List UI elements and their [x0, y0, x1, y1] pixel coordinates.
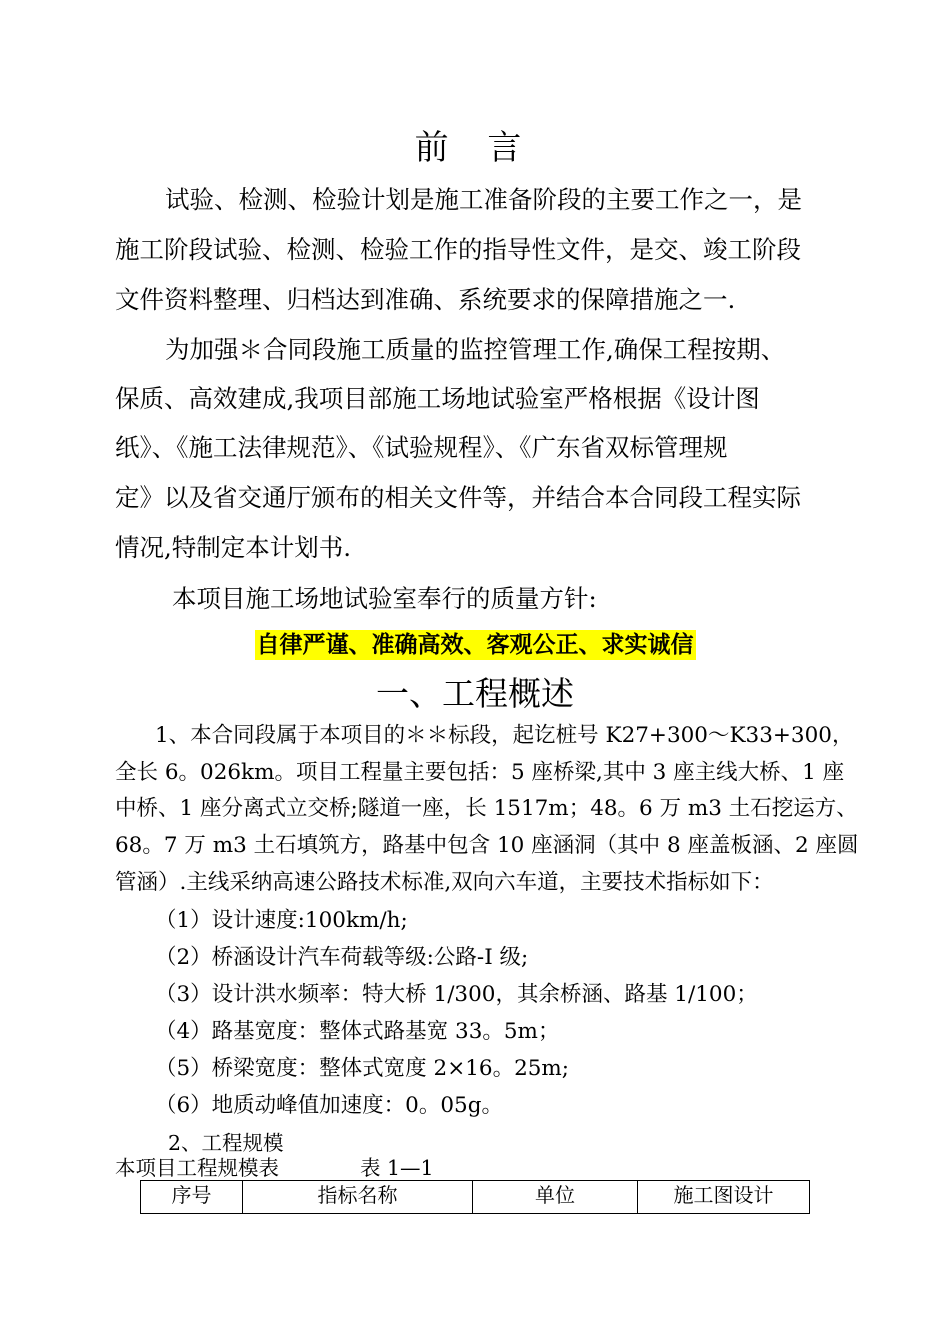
spec-item: （3）设计洪水频率：特大桥 1/300，其余桥涵、路基 1/100；: [155, 982, 758, 1007]
overview-line: 管涵）.主线采纳高速公路技术标准,双向六车道，主要技术指标如下：: [115, 870, 774, 895]
spec-item: （4）路基宽度：整体式路基宽 33。5m；: [155, 1019, 560, 1044]
overview-line: 全长 6。026km。项目工程量主要包括：5 座桥梁,其中 3 座主线大桥、1 座: [115, 760, 845, 785]
table-header-cell: 序号: [141, 1181, 243, 1214]
preface-line: 情况,特制定本计划书.: [115, 533, 352, 562]
preface-line: 施工阶段试验、检测、检验工作的指导性文件，是交、竣工阶段: [115, 235, 801, 264]
project-scale-table: [140, 1180, 810, 1214]
preface-line: 定》以及省交通厅颁布的相关文件等，并结合本合同段工程实际: [115, 483, 801, 512]
section-heading: 一、工程概述: [376, 674, 574, 713]
table-header-cell: 指标名称: [243, 1181, 473, 1214]
sub-heading: 2、工程规模: [168, 1131, 284, 1155]
spec-item: （1）设计速度:100km/h;: [155, 908, 408, 933]
spec-item: （6）地质动峰值加速度：0。05g。: [155, 1093, 503, 1118]
overview-line: 1、本合同段属于本项目的＊＊标段，起讫桩号 K27+300～K33+300，: [155, 723, 854, 748]
spec-item: （5）桥梁宽度：整体式宽度 2×16。25m;: [155, 1056, 570, 1081]
quality-motto-text: 自律严谨、准确高效、客观公正、求实诚信: [256, 632, 694, 658]
spec-item: （2）桥涵设计汽车荷载等级:公路-Ⅰ 级;: [155, 945, 529, 970]
table-caption: 本项目工程规模表: [115, 1156, 279, 1180]
preface-line: 保质、高效建成,我项目部施工场地试验室严格根据《设计图: [115, 384, 760, 413]
quality-motto: [0, 630, 950, 660]
table-header-row: [141, 1181, 810, 1214]
table-header-cell: 施工图设计: [638, 1181, 810, 1214]
preface-line: 文件资料整理、归档达到准确、系统要求的保障措施之一.: [115, 285, 736, 314]
preface-line: 纸》、《施工法律规范》、《试验规程》、《广东省双标管理规: [115, 433, 728, 462]
table-header-cell: 单位: [473, 1181, 638, 1214]
preface-title: 前 言: [414, 128, 536, 168]
quality-policy-line: 本项目施工场地试验室奉行的质量方针:: [172, 584, 597, 613]
overview-line: 68。7 万 m3 土石填筑方，路基中包含 10 座涵洞（其中 8 座盖板涵、2 座圆: [115, 833, 859, 858]
preface-line: 试验、检测、检验计划是施工准备阶段的主要工作之一，是: [165, 185, 802, 214]
table-number: 表 1—1: [360, 1156, 434, 1180]
overview-line: 中桥、1 座分离式立交桥;隧道一座，长 1517m；48。6 万 m3 土石挖运方、: [115, 796, 858, 821]
preface-line: 为加强＊合同段施工质量的监控管理工作,确保工程按期、: [165, 335, 786, 364]
